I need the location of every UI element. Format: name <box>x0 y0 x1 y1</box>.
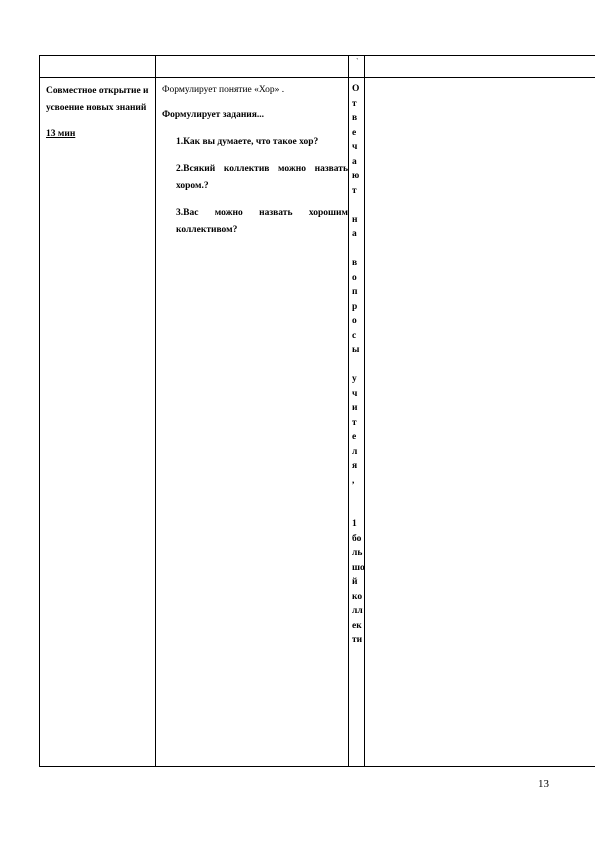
vertical-glyph: у <box>352 374 357 384</box>
vertical-glyph <box>352 358 366 373</box>
column-divider-2 <box>348 55 349 767</box>
vertical-glyph: ек <box>352 620 362 631</box>
tasks-list <box>162 134 348 239</box>
vertical-glyph: ти <box>352 635 363 645</box>
table-top-border <box>39 55 595 56</box>
vertical-glyph: о <box>352 272 357 283</box>
vertical-glyph <box>352 488 366 503</box>
page-number: 13 <box>538 778 549 790</box>
vertical-glyph: н <box>352 214 358 225</box>
vertical-glyph: р <box>352 301 358 312</box>
vertical-glyph: О <box>352 84 360 94</box>
vertical-glyph <box>352 198 366 213</box>
vertical-glyph: ль <box>352 548 363 558</box>
vertical-glyph: в <box>352 258 358 268</box>
vertical-glyph: е <box>352 127 357 138</box>
vertical-glyph <box>352 503 366 518</box>
vertical-glyph: и <box>352 403 358 413</box>
column-divider-1 <box>155 55 156 767</box>
stage-time: 13 мин <box>46 129 76 139</box>
vertical-glyph: й <box>352 577 358 587</box>
vertical-glyph: ч <box>352 388 358 399</box>
vertical-glyph: в <box>352 113 358 123</box>
vertical-glyph: а <box>352 156 357 167</box>
vertical-glyph <box>352 242 366 257</box>
vertical-glyph: а <box>352 229 357 239</box>
vertical-glyph: л <box>352 446 358 457</box>
stage-title: Совместное открытие и усвоение новых знаний <box>46 86 149 113</box>
vertical-glyph: бо <box>352 533 362 544</box>
vertical-glyph: 1 <box>352 519 357 529</box>
task-item: 1.Как вы думаете, что такое хор? <box>176 137 319 147</box>
vertical-glyph: с <box>352 330 357 341</box>
table-header-bottom-border <box>39 77 595 78</box>
table-left-border <box>39 55 40 767</box>
task-item: 2.Всякий коллектив можно назвать хором.? <box>176 164 348 191</box>
student-activity-vertical-text <box>352 82 366 648</box>
teacher-intro: Формулирует понятие «Хор» . <box>162 85 285 95</box>
vertical-glyph: е <box>352 432 357 442</box>
vertical-glyph: ч <box>352 142 358 152</box>
table-bottom-border <box>39 766 595 767</box>
vertical-glyph: т <box>352 417 357 428</box>
vertical-glyph: ю <box>352 171 360 181</box>
teacher-activity-cell <box>162 82 348 239</box>
vertical-glyph: п <box>352 287 358 297</box>
stage-cell <box>46 83 151 143</box>
vertical-glyph: т <box>352 98 357 109</box>
vertical-glyph: я <box>352 461 358 471</box>
vertical-glyph: лл <box>352 606 363 616</box>
tasks-heading: Формулирует задания... <box>162 110 265 120</box>
vertical-glyph: т <box>352 185 357 196</box>
vertical-glyph: шо <box>352 562 365 573</box>
header-mark: ` <box>356 57 359 66</box>
vertical-glyph: ы <box>352 345 360 355</box>
task-item: 3.Вас можно назвать хорошим коллективом? <box>176 208 348 235</box>
vertical-glyph: о <box>352 316 357 326</box>
vertical-glyph: ко <box>352 591 363 602</box>
vertical-glyph: , <box>352 475 355 486</box>
